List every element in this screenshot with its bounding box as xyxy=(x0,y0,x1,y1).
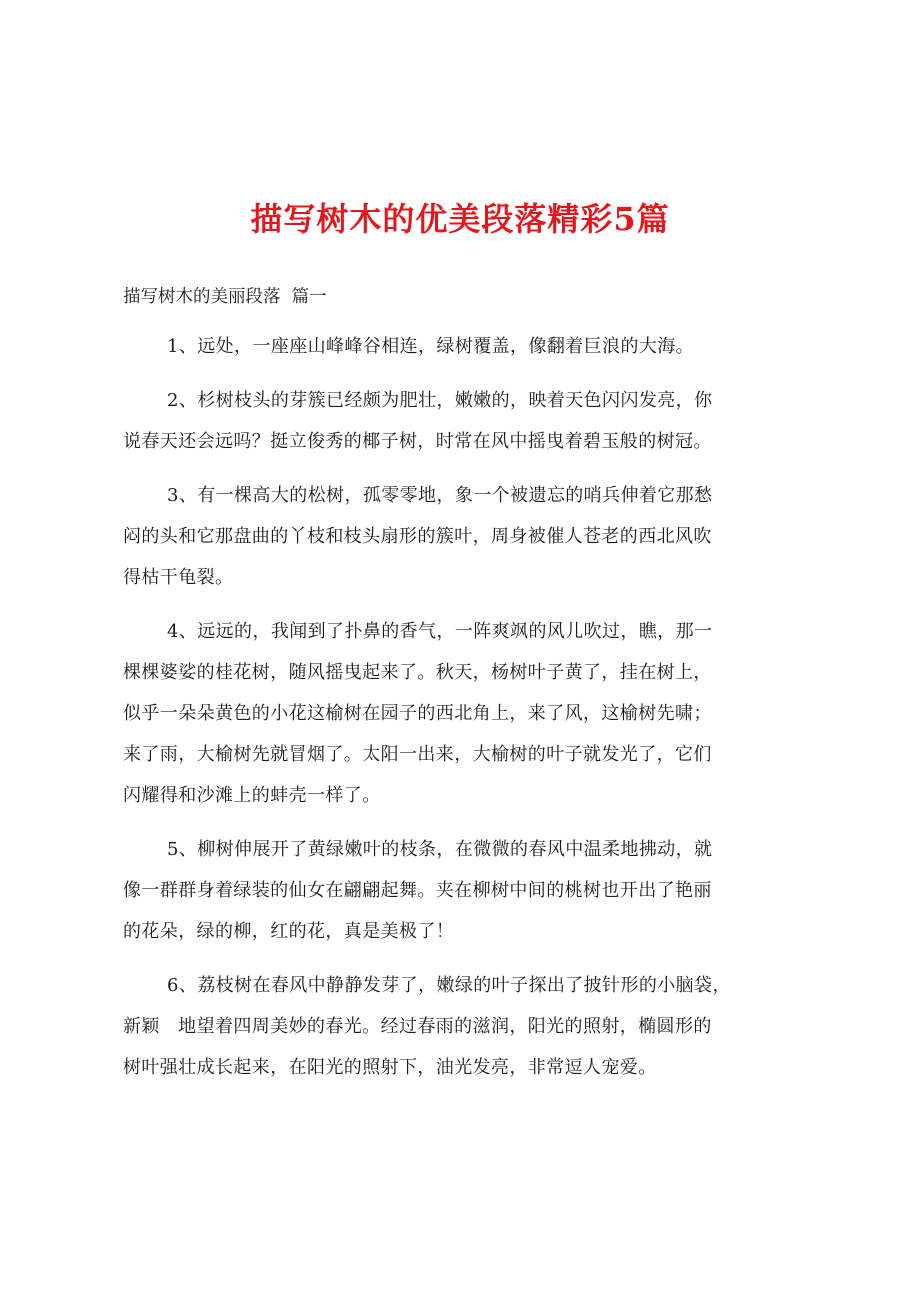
paragraph-line: 来了雨，大榆树先就冒烟了。太阳一出来，大榆树的叶子就发光了，它们 xyxy=(123,744,712,765)
paragraph-line: 6、荔枝树在春风中静静发芽了，嫩绿的叶子探出了披针形的小脑袋， xyxy=(167,975,731,996)
paragraph-line: 新颖 地望着四周美妙的春光。经过春雨的滋润，阳光的照射，椭圆形的 xyxy=(123,1016,712,1037)
section-heading: 描写树木的美丽段落 篇一 xyxy=(123,287,327,307)
paragraph-5 xyxy=(123,829,823,952)
paragraph-line: 闪耀得和沙滩上的蚌壳一样了。 xyxy=(123,785,381,806)
paragraph-line: 似乎一朵朵黄色的小花这榆树在园子的西北角上，来了风，这榆树先啸； xyxy=(123,703,712,724)
paragraph-line: 像一群群身着绿装的仙女在翩翩起舞。夹在柳树中间的桃树也开出了艳丽 xyxy=(123,880,712,901)
paragraph-1 xyxy=(123,326,823,367)
paragraph-line: 3、有一棵高大的松树，孤零零地，象一个被遗忘的哨兵伸着它那愁 xyxy=(167,485,713,506)
paragraph-2 xyxy=(123,380,823,462)
paragraph-line: 棵棵婆娑的桂花树，随风摇曳起来了。秋天，杨树叶子黄了，挂在树上， xyxy=(123,662,712,683)
paragraph-line: 4、远远的，我闻到了扑鼻的香气，一阵爽飒的风儿吹过，瞧，那一 xyxy=(167,621,713,642)
paragraph-line: 5、柳树伸展开了黄绿嫩叶的枝条，在微微的春风中温柔地拂动，就 xyxy=(167,839,713,860)
paragraph-6 xyxy=(123,965,823,1088)
paragraph-line: 1、远处，一座座山峰峰谷相连，绿树覆盖，像翻着巨浪的大海。 xyxy=(167,336,695,357)
paragraph-line: 2、杉树枝头的芽簇已经颇为肥壮，嫩嫩的，映着天色闪闪发亮，你 xyxy=(167,390,713,411)
paragraph-4 xyxy=(123,611,823,816)
document-body xyxy=(123,326,823,1101)
document-title: 描写树木的优美段落精彩5篇 xyxy=(250,200,670,238)
paragraph-line: 闷的头和它那盘曲的丫枝和枝头扇形的簇叶，周身被催人苍老的西北风吹 xyxy=(123,526,712,547)
paragraph-line: 的花朵，绿的柳，红的花，真是美极了！ xyxy=(123,921,455,942)
paragraph-3 xyxy=(123,475,823,598)
paragraph-line: 树叶强壮成长起来，在阳光的照射下，油光发亮，非常逗人宠爱。 xyxy=(123,1057,657,1078)
paragraph-line: 说春天还会远吗？挺立俊秀的椰子树，时常在风中摇曳着碧玉般的树冠。 xyxy=(123,431,712,452)
paragraph-line: 得枯干龟裂。 xyxy=(123,567,234,588)
